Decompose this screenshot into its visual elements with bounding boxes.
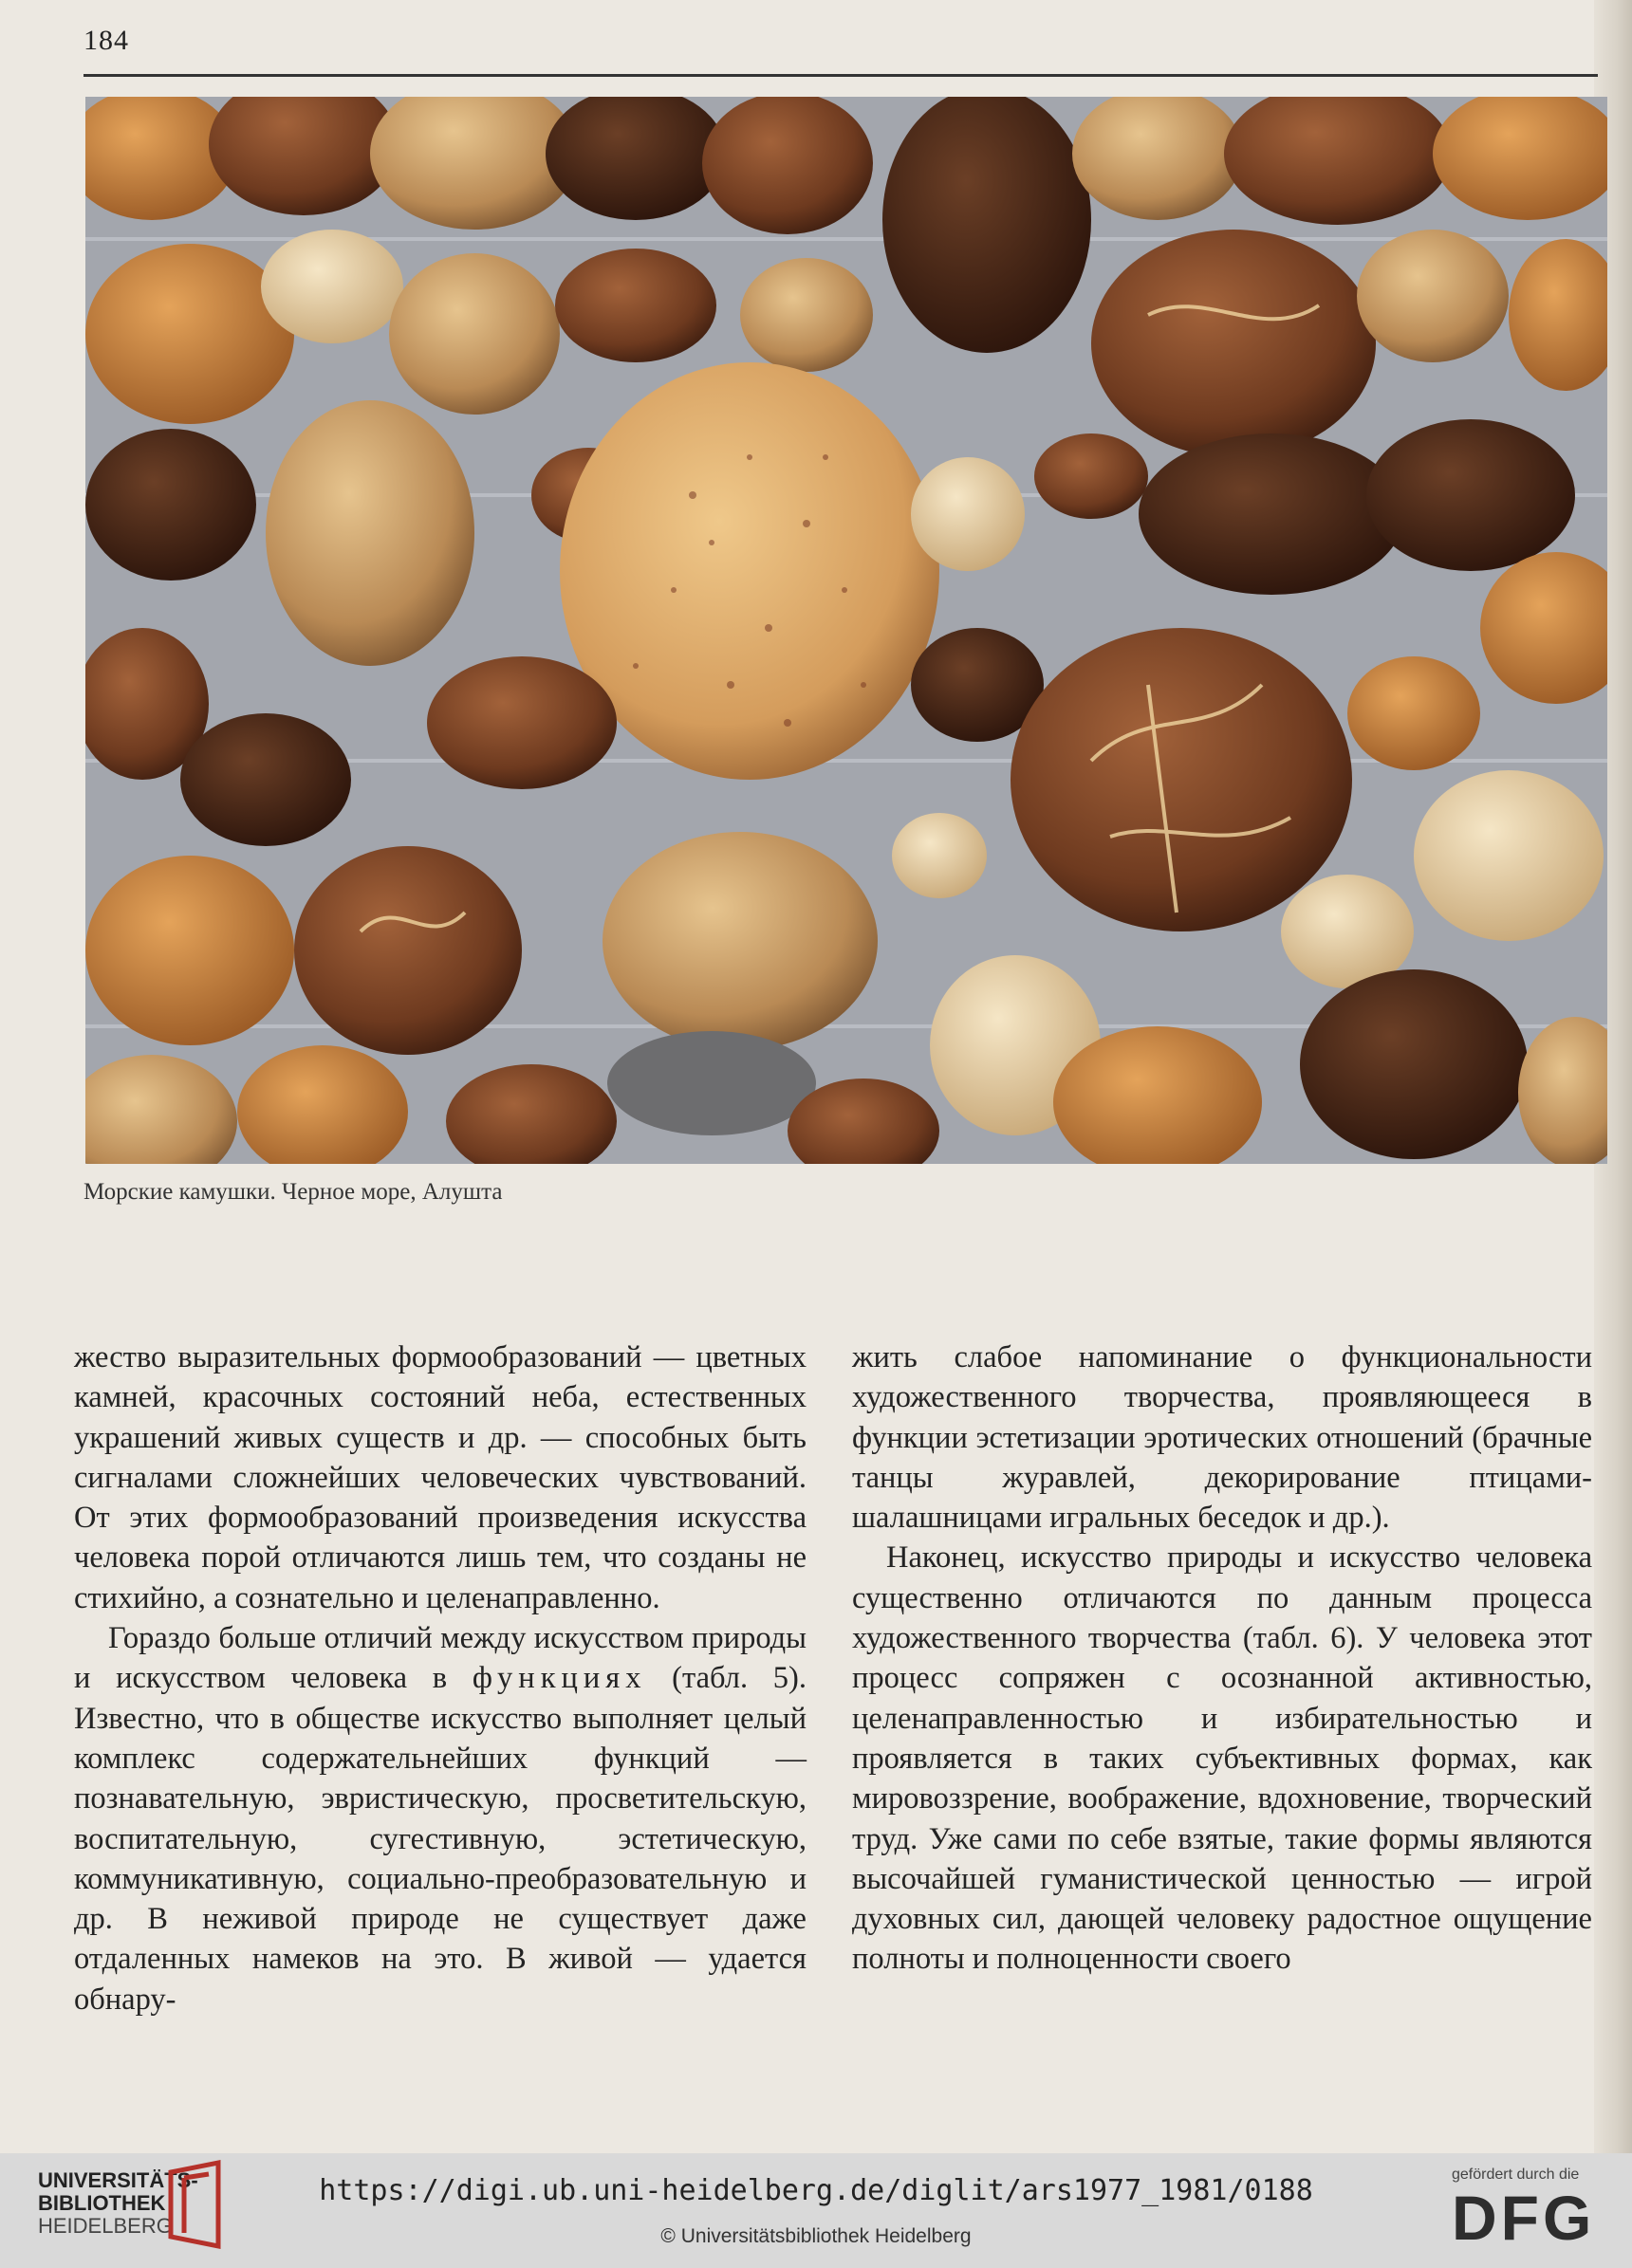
paragraph-text: Гораздо больше отличий между искусством природы и искусством человека в — [74, 1621, 807, 1696]
footer-bar — [0, 2153, 1632, 2268]
funder-logo[interactable]: DFG — [1452, 2183, 1596, 2253]
library-name-line: UNIVERSITÄTS- — [38, 2168, 198, 2192]
paragraph: жить слабое напоминание о функциональности художественного творчества, проявляющееся в функции эстетизации эротических отношений (брачные танцы журавлей, декорирование птицами-шалашницами игральных беседок и др.). — [852, 1340, 1592, 1536]
permalink-url[interactable]: https://digi.ub.uni-heidelberg.de/diglit/ars1977_1981/0188 — [319, 2174, 1313, 2207]
library-name-line: HEIDELBERG — [38, 2214, 173, 2238]
page-number: 184 — [83, 25, 129, 56]
figure-caption: Морские камушки. Черное море, Алушта — [83, 1179, 503, 1205]
paragraph: Наконец, искусство природы и искусство человека существенно отличаются по данным процесса художественного творчества (табл. 6). У человека этот процесс сопряжен с осознанной активностью, целенаправленностью и избирательностью и проявляется в таких субъективных формах, как мировоззрение, воображение, вдохновение, творческий труд. Уже сами по себе взятые, такие формы являются высочайшей гуманистической ценностью — игрой духовных сил, дающей человеку радостное ощущение полноты и полноценности своего — [852, 1540, 1592, 1977]
header-rule — [83, 74, 1598, 77]
emphasized-word: функциях — [472, 1661, 647, 1696]
funder-note: gefördert durch die — [1452, 2167, 1580, 2183]
copyright-notice: © Universitätsbibliothek Heidelberg — [660, 2225, 972, 2247]
pebbles-photo — [85, 97, 1607, 1164]
paragraph — [74, 1618, 807, 2019]
right-text-column — [852, 1337, 1592, 1980]
paragraph: жество выразительных формообразований — цветных камней, красочных состояний неба, естественных украшений живых существ и др. — способных быть сигналами сложнейших человеческих чувствований. От этих формообразований произведения искусства человека порой отличаются лишь тем, что созданы не стихийно, а сознательно и целенаправленно. — [74, 1340, 807, 1615]
left-text-column — [74, 1337, 807, 2019]
library-name-line: BIBLIOTHEK — [38, 2191, 166, 2215]
paragraph-text: (табл. 5). Известно, что в обществе искусство выполняет целый комплекс содержательнейших функций — познавательную, эвристическую, просветительскую, воспитательную, сугестивную, эстетическую, коммуникативную, социально-преобразовательную и др. В неживой природе не существует даже отдаленных намеков на это. В живой — удается обнару- — [74, 1661, 807, 2017]
